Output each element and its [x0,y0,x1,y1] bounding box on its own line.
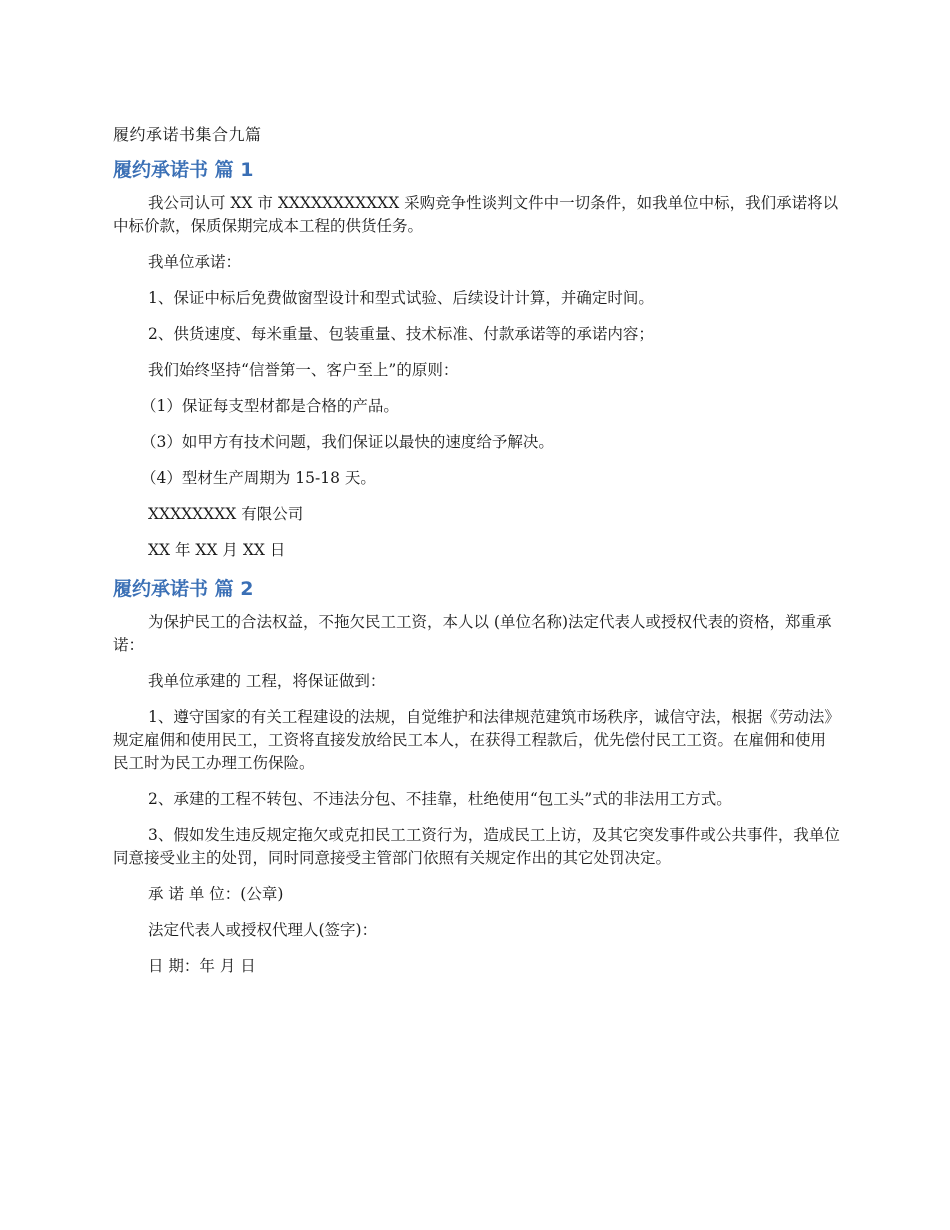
paragraph: 我公司认可 XX 市 XXXXXXXXXXX 采购竞争性谈判文件中一切条件，如我单位中标，我们承诺将以中标价款，保质保期完成本工程的供货任务。 [113,194,839,235]
section-heading: 履约承诺书 篇 1 [113,159,254,181]
paragraph: 2、供货速度、每米重量、包装重量、技术标准、付款承诺等的承诺内容； [148,325,654,343]
paragraph: 1、保证中标后免费做窗型设计和型式试验、后续设计计算，并确定时间。 [148,289,654,307]
date-line: XX 年 XX 月 XX 日 [148,541,286,559]
signature-representative-line: 法定代表人或授权代理人(签字)： [148,921,378,939]
section-heading: 履约承诺书 篇 2 [113,578,254,600]
list-item: （3）如甲方有技术问题，我们保证以最快的速度给予解决。 [141,433,554,451]
paragraph: 2、承建的工程不转包、不违法分包、不挂靠，杜绝使用“包工头”式的非法用工方式。 [148,790,732,808]
signature-unit-line: 承 诺 单 位：(公章) [148,885,284,903]
list-item: （1）保证每支型材都是合格的产品。 [141,397,399,415]
paragraph: 为保护民工的合法权益，不拖欠民工工资，本人以 (单位名称)法定代表人或授权代表的资格，郑重承诺： [113,613,832,654]
company-name: XXXXXXXX 有限公司 [148,505,304,523]
signature-date-line: 日 期：年 月 日 [148,957,256,975]
list-item: （4）型材生产周期为 15-18 天。 [141,469,376,487]
paragraph: 1、遵守国家的有关工程建设的法规，自觉维护和法律规范建筑市场秩序，诚信守法，根据《劳动法》规定雇佣和使用民工，工资将直接发放给民工本人，在获得工程款后，优先偿付民工工资。在雇佣和使用民工时为民工办理工伤保险。 [113,708,840,772]
paragraph: 3、假如发生违反规定拖欠或克扣民工工资行为，造成民工上访，及其它突发事件或公共事件，我单位同意接受业主的处罚，同时同意接受主管部门依照有关规定作出的其它处罚决定。 [113,826,840,867]
document-title: 履约承诺书集合九篇 [113,125,262,144]
section-1 [113,156,841,562]
section-2 [113,575,841,978]
document-page [113,122,841,991]
paragraph: 我们始终坚持“信誉第一、客户至上”的原则： [148,361,459,379]
paragraph: 我单位承建的 工程，将保证做到： [148,672,386,690]
paragraph: 我单位承诺： [148,253,242,271]
